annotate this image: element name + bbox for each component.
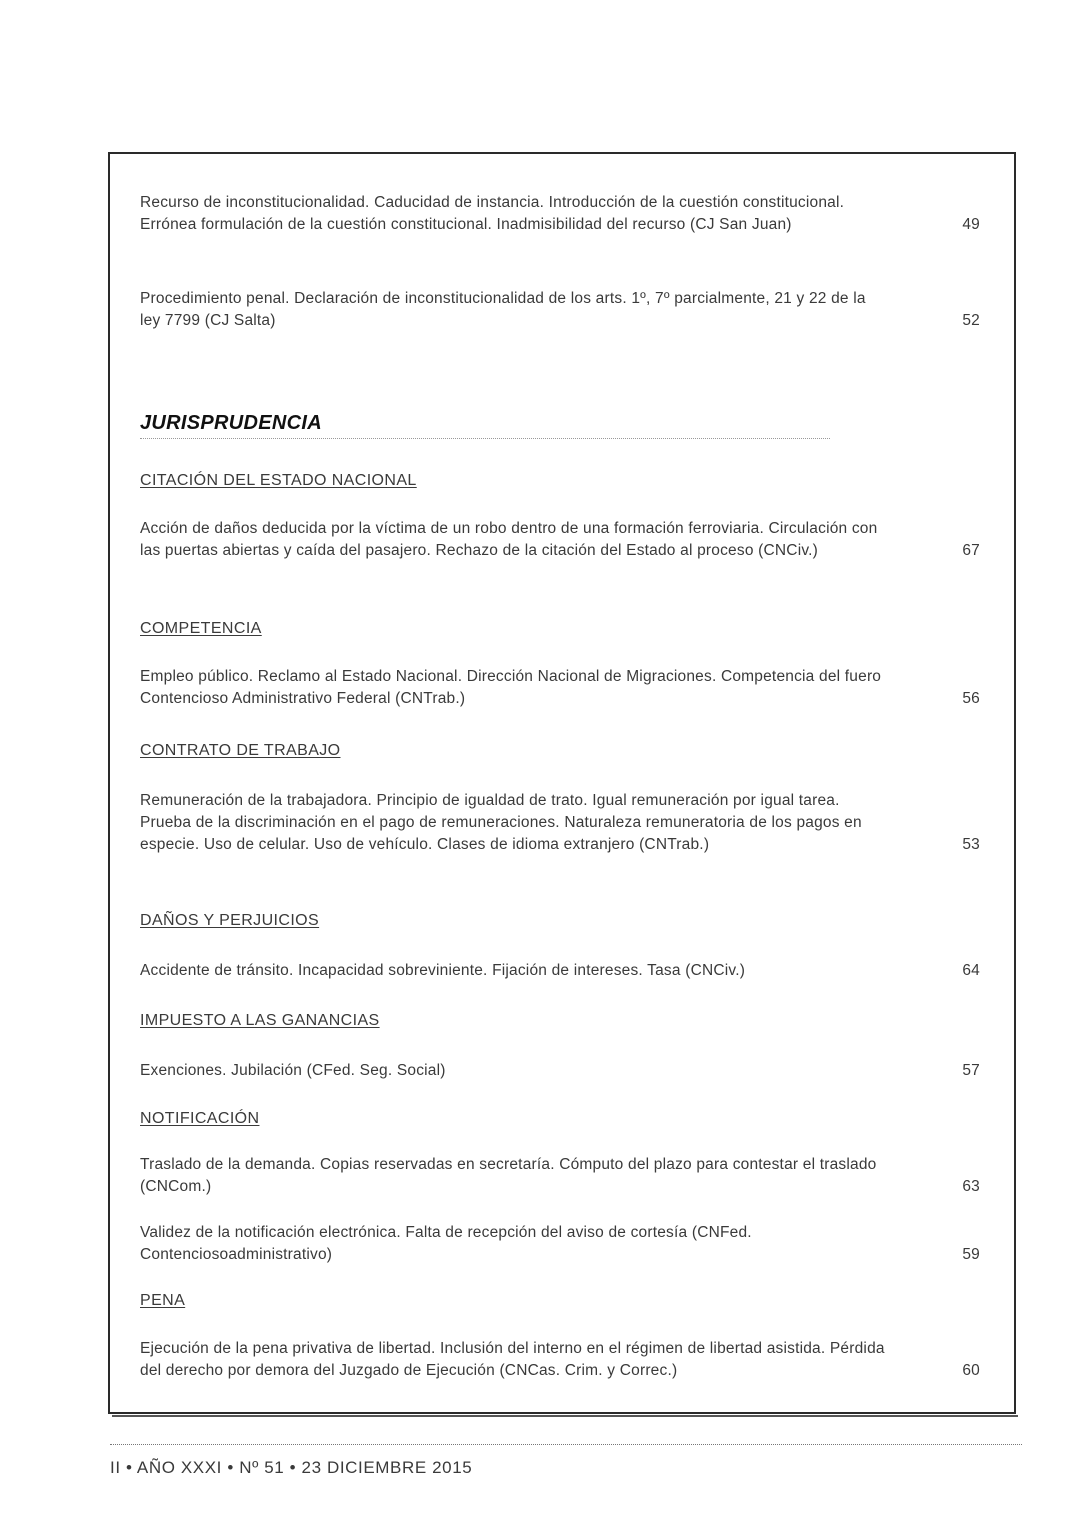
topic-heading: COMPETENCIA <box>140 620 262 637</box>
entry-text: Procedimiento penal. Declaración de inconstitucionalidad de los arts. 1º, 7º parcialmente, 21 y 22 de la ley 7799 (CJ Salta) <box>140 290 866 329</box>
index-box <box>108 152 1016 1414</box>
entry-text: Accidente de tránsito. Incapacidad sobreviniente. Fijación de intereses. Tasa (CNCiv.) <box>140 962 746 979</box>
entry-text: Exenciones. Jubilación (CFed. Seg. Social) <box>140 1062 446 1079</box>
index-entry <box>140 288 980 332</box>
index-entry <box>140 192 980 236</box>
entry-page-number: 63 <box>962 1178 980 1195</box>
entry-page-number: 57 <box>962 1062 980 1079</box>
entry-page-number: 52 <box>962 312 980 329</box>
topic-heading: DAÑOS Y PERJUICIOS <box>140 912 320 929</box>
entry-page-number: 60 <box>962 1362 980 1379</box>
entry-page-number: 64 <box>962 962 980 979</box>
index-entry <box>140 960 980 982</box>
footer-issue-info: II • AÑO XXXI • Nº 51 • 23 DICIEMBRE 2015 <box>110 1458 473 1477</box>
entry-text: Validez de la notificación electrónica. Falta de recepción del aviso de cortesía (CNFed. Contenciosoadministrativo) <box>140 1224 752 1263</box>
entry-page-number: 53 <box>962 836 980 853</box>
topic-heading: CONTRATO DE TRABAJO <box>140 742 341 759</box>
entry-text: Ejecución de la pena privativa de libertad. Inclusión del interno en el régimen de libertad asistida. Pérdida del derecho por demora del Juzgado de Ejecución (CNCas. Crim. y Correc.) <box>140 1340 885 1379</box>
entry-page-number: 49 <box>962 216 980 233</box>
entry-text: Remuneración de la trabajadora. Principio de igualdad de trato. Igual remuneración por igual tarea. Prueba de la discriminación en el pago de remuneraciones. Naturaleza remuneratoria de los pagos en especie. Uso de celular. Uso de vehículo. Clases de idioma extranjero (CNTrab.) <box>140 792 862 853</box>
footer-divider <box>110 1444 1022 1445</box>
entry-text: Empleo público. Reclamo al Estado Nacional. Dirección Nacional de Migraciones. Competencia del fuero Contencioso Administrativo Federal (CNTrab.) <box>140 668 882 707</box>
index-entry <box>140 666 980 710</box>
entry-page-number: 56 <box>962 690 980 707</box>
entry-text: Traslado de la demanda. Copias reservadas en secretaría. Cómputo del plazo para contestar el traslado (CNCom.) <box>140 1156 877 1195</box>
index-entry <box>140 1060 980 1082</box>
entry-text: Acción de daños deducida por la víctima de un robo dentro de una formación ferroviaria. Circulación con las puertas abiertas y caída del pasajero. Rechazo de la citación del Estado al proceso (CNCiv.) <box>140 520 878 559</box>
topic-heading: PENA <box>140 1292 186 1309</box>
index-entry <box>140 1222 980 1266</box>
topic-heading: NOTIFICACIÓN <box>140 1110 260 1127</box>
index-entry <box>140 1154 980 1198</box>
index-entry <box>140 518 980 562</box>
index-entry <box>140 790 980 856</box>
entry-page-number: 67 <box>962 542 980 559</box>
topic-heading: CITACIÓN DEL ESTADO NACIONAL <box>140 472 417 489</box>
section-title: JURISPRUDENCIA <box>140 412 830 439</box>
entry-text: Recurso de inconstitucionalidad. Caducidad de instancia. Introducción de la cuestión constitucional. Errónea formulación de la cuestión constitucional. Inadmisibilidad del recurso (CJ San Juan) <box>140 194 845 233</box>
topic-heading: IMPUESTO A LAS GANANCIAS <box>140 1012 380 1029</box>
index-entry <box>140 1338 980 1382</box>
entry-page-number: 59 <box>962 1246 980 1263</box>
